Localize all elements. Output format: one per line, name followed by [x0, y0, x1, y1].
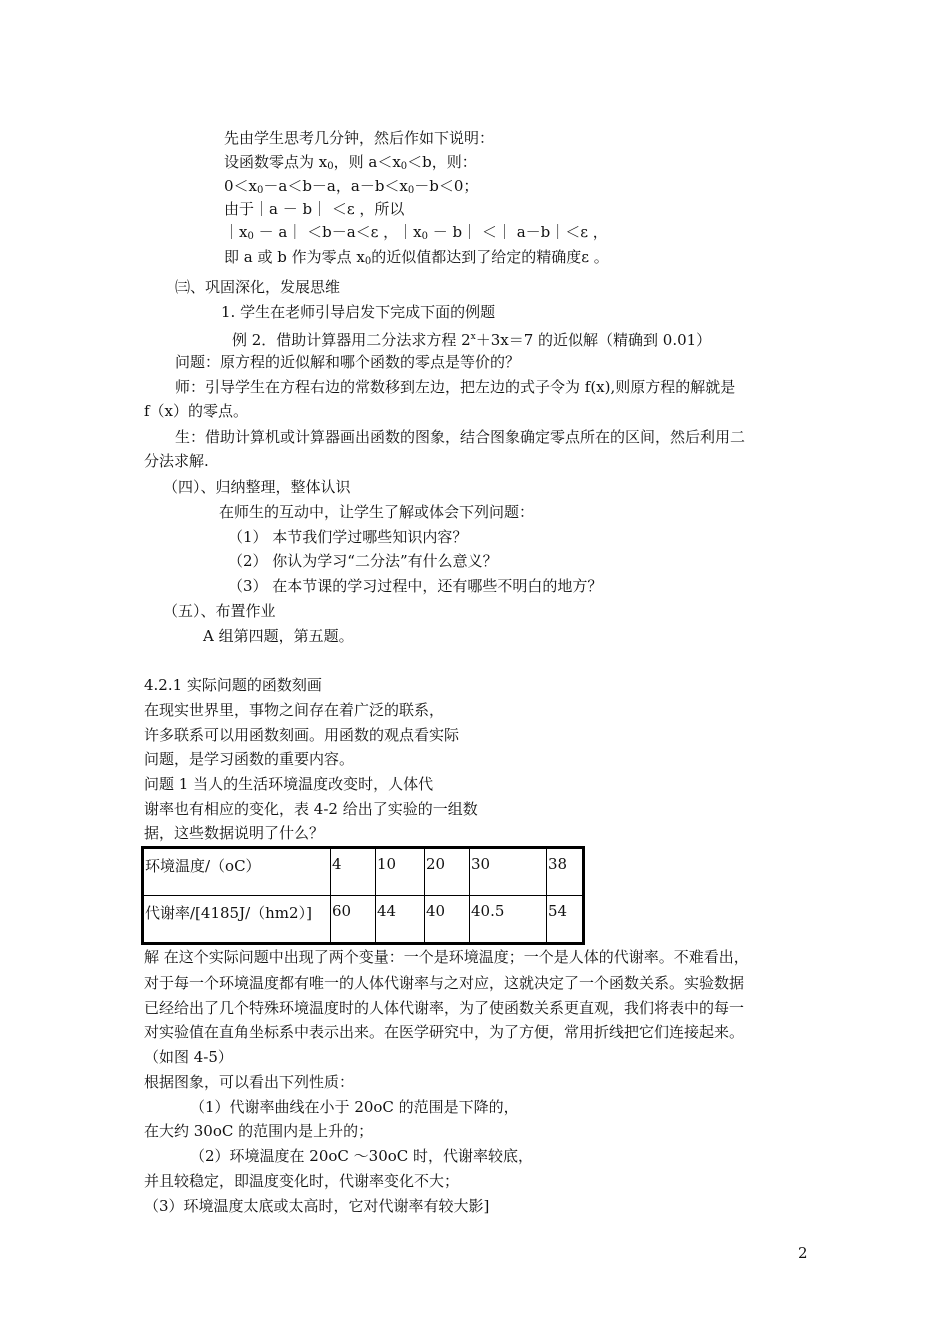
- text: ㈢、巩固深化，发展思维: [175, 278, 341, 296]
- table-cell: 环境温度/（oC）: [143, 848, 331, 896]
- subscript: 0: [364, 256, 372, 267]
- text: 设函数零点为 x: [224, 153, 328, 171]
- text-line: [175, 352, 520, 372]
- text: 并且较稳定，即温度变化时，代谢率变化不大；: [144, 1172, 460, 1190]
- text-line: [203, 626, 354, 646]
- page-number: 2: [798, 1244, 808, 1262]
- text: 即 a 或 b 作为零点 x: [224, 248, 365, 266]
- text-line: [224, 222, 608, 247]
- text: 解 在这个实际问题中出现了两个变量：一个是环境温度；一个是人体的代谢率。不难看出，: [144, 948, 749, 966]
- text: － a｜ ＜b－a＜ε ，｜x: [253, 223, 422, 241]
- text: （1）代谢率曲线在小于 20oC 的范围是下降的，: [190, 1098, 519, 1116]
- text: 根据图象，可以看出下列性质：: [144, 1073, 355, 1091]
- text: 问题：原方程的近似解和哪个函数的零点是等价的？: [175, 353, 521, 371]
- text: 0＜x: [224, 177, 258, 195]
- text: （2） 你认为学习“二分法”有什么意义？: [228, 552, 498, 570]
- text: 问题，是学习函数的重要内容。: [144, 750, 355, 768]
- text: ｜x: [224, 223, 248, 241]
- table-cell: 40.5: [470, 896, 547, 944]
- text-line: [219, 502, 534, 522]
- text-line: [144, 947, 749, 967]
- text: （如图 4-5）: [144, 1048, 233, 1066]
- text-line: [144, 1022, 744, 1042]
- text-line: [144, 1072, 354, 1092]
- text: 问题 1 当人的生活环境温度改变时，人体代: [144, 775, 434, 793]
- table-cell: 54: [547, 896, 584, 944]
- text-line: [144, 774, 433, 794]
- text-line: [224, 128, 494, 148]
- text: （四）、归纳整理，整体认识: [163, 478, 351, 496]
- text-line: [144, 1047, 233, 1067]
- text-line: [144, 451, 209, 471]
- text-line: [224, 152, 477, 177]
- text-line: [221, 302, 495, 322]
- text: 例 2．借助计算器用二分法求方程 2: [232, 331, 471, 349]
- text: 谢率也有相应的变化，表 4-2 给出了实验的一组数: [144, 800, 478, 818]
- text: 分法求解.: [144, 452, 209, 470]
- list-item: [144, 1196, 489, 1216]
- text-line: [144, 823, 324, 843]
- text: －a＜b－a，a－b＜x: [263, 177, 408, 195]
- list-item: [190, 1146, 533, 1166]
- text-line: [144, 998, 744, 1018]
- text: 4.2.1 实际问题的函数刻画: [144, 676, 322, 694]
- text-line: [224, 247, 609, 272]
- text: 生：借助计算机或计算器画出函数的图象，结合图象确定零点所在的区间，然后利用二: [175, 428, 746, 446]
- text: A 组第四题，第五题。: [203, 627, 354, 645]
- table-cell: 40: [425, 896, 470, 944]
- example-line: [232, 327, 711, 350]
- text: 在大约 30oC 的范围内是上升的；: [144, 1122, 374, 1140]
- text: 已经给出了几个特殊环境温度时的人体代谢率，为了使函数关系更直观，我们将表中的每一: [144, 999, 745, 1017]
- text: 在师生的互动中，让学生了解或体会下列问题：: [219, 503, 535, 521]
- table-cell: 4: [331, 848, 376, 896]
- subscript: 0: [257, 185, 264, 196]
- list-item: [190, 1097, 519, 1117]
- text-line: [175, 377, 735, 397]
- section-heading: [175, 277, 340, 297]
- text: ＜b，则：: [407, 153, 477, 171]
- text: 对实验值在直角坐标系中表示出来。在医学研究中，为了方便，常用折线把它们连接起来。: [144, 1023, 745, 1041]
- text: 先由学生思考几分钟，然后作如下说明：: [224, 129, 495, 147]
- text-line: [224, 176, 478, 201]
- text-line: [144, 973, 744, 993]
- subscript: 0: [421, 231, 429, 242]
- list-item: [228, 576, 602, 596]
- text: ，则 a＜x: [333, 153, 401, 171]
- table-cell: 30: [470, 848, 547, 896]
- text-line: [144, 700, 444, 720]
- text-line: [144, 725, 459, 745]
- text-line: [144, 749, 354, 769]
- text-line: [224, 199, 404, 219]
- subscript: 0: [407, 185, 415, 196]
- text: （五）、布置作业: [163, 602, 276, 620]
- text: 许多联系可以用函数刻画。用函数的观点看实际: [144, 726, 460, 744]
- data-table: [141, 846, 585, 945]
- text: 师：引导学生在方程右边的常数移到左边，把左边的式子令为 f(x),则原方程的解就是: [175, 378, 736, 396]
- text: －b＜0；: [414, 177, 479, 195]
- text: f（x）的零点。: [144, 402, 249, 420]
- text-line: [144, 1171, 459, 1191]
- table-cell: 44: [376, 896, 425, 944]
- section-title: [144, 675, 322, 695]
- text: ＋3x＝7 的近似解（精确到 0.01）: [475, 331, 712, 349]
- table-row: [143, 896, 584, 944]
- subscript: 0: [247, 231, 254, 242]
- text: 的近似值都达到了给定的精确度ε 。: [371, 248, 609, 266]
- list-item: [228, 527, 467, 547]
- subscript: 0: [327, 161, 334, 172]
- text-line: [144, 799, 478, 819]
- text-line: [144, 401, 248, 421]
- text: 由于｜a － b｜ ＜ε ，所以: [224, 200, 405, 218]
- section-heading: [163, 601, 276, 621]
- section-heading: [163, 477, 351, 497]
- table-row: [143, 848, 584, 896]
- text: （2）环境温度在 20oC ～30oC 时，代谢率较底，: [190, 1147, 534, 1165]
- superscript: x: [470, 332, 476, 342]
- text: 1. 学生在老师引导启发下完成下面的例题: [221, 303, 496, 321]
- list-item: [228, 551, 498, 571]
- table-cell: 代谢率/[4185J/（hm2）]: [143, 896, 331, 944]
- table-cell: 20: [425, 848, 470, 896]
- text-line: [144, 1121, 373, 1141]
- text: 对于每一个环境温度都有唯一的人体代谢率与之对应，这就决定了一个函数关系。实验数据: [144, 974, 745, 992]
- subscript: 0: [400, 161, 408, 172]
- table-cell: 60: [331, 896, 376, 944]
- text: （3） 在本节课的学习过程中，还有哪些不明白的地方？: [228, 577, 603, 595]
- table-cell: 38: [547, 848, 584, 896]
- table-cell: 10: [376, 848, 425, 896]
- text: （1） 本节我们学过哪些知识内容？: [228, 528, 468, 546]
- text: （3）环境温度太底或太高时，它对代谢率有较大影]: [144, 1197, 490, 1215]
- text-line: [175, 427, 745, 447]
- text: 在现实世界里，事物之间存在着广泛的联系，: [144, 701, 445, 719]
- text: 据，这些数据说明了什么？: [144, 824, 325, 842]
- text: － b｜ ＜｜ a－b｜＜ε ，: [428, 223, 608, 241]
